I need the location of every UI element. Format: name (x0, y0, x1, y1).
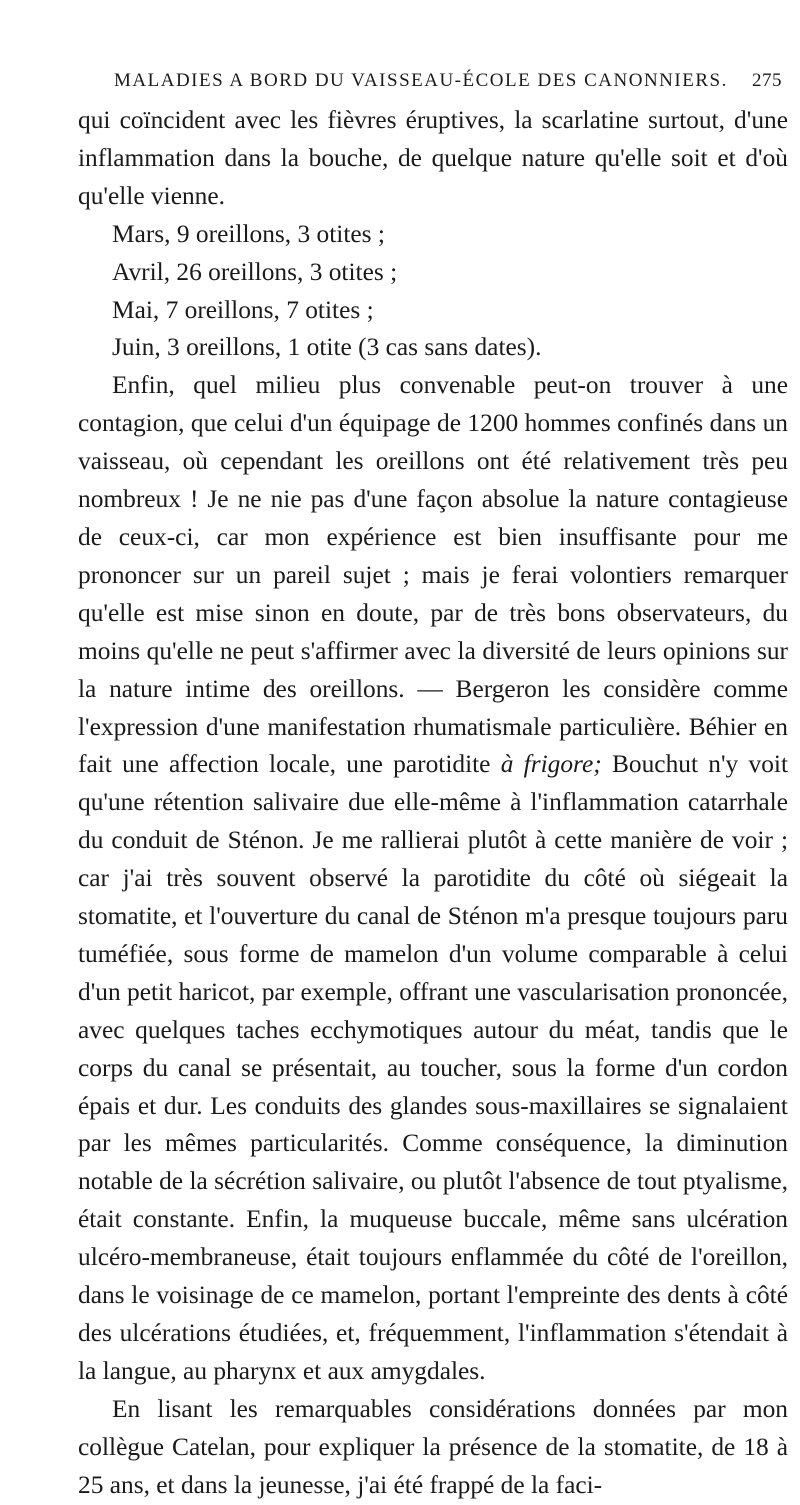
paragraph-2 (78, 367, 788, 1390)
body-text (78, 102, 788, 1505)
running-head (78, 68, 788, 102)
list-item-avril: Avril, 26 oreillons, 3 otites ; (112, 257, 398, 286)
paragraph-1: qui coïncident avec les fièvres éruptives, la scarlatine surtout, d'une inflammation dans la bouche, de quelque nature qu'elle soit et d'où qu'elle vienne. (78, 106, 788, 210)
list-item-mai: Mai, 7 oreillons, 7 otites ; (112, 295, 374, 324)
running-title: MALADIES A BORD DU VAISSEAU-ÉCOLE DES CANONNIERS. (114, 70, 728, 91)
paragraph-3: En lisant les remarquables considérations données par mon collègue Catelan, pour expliquer la présence de la stomatite, de 18 à 25 ans, et dans la jeunesse, j'ai été frappé de la faci- (78, 1394, 788, 1499)
paragraph-2-part-1: Enfin, quel milieu plus convenable peut-on trouver à une contagion, que celui d'un équipage de 1200 hommes confinés dans un vaisseau, où cependant les oreillons ont été relativement très peu nombreux ! Je ne nie pas d'une façon absolue la nature contagieuse de ceux-ci, car mon expérience est bien insuffisante pour me prononcer sur un pareil sujet ; mais je ferai volontiers remarquer qu'elle est mise sinon en doute, par de très bons observateurs, du moins qu'elle ne peut s'affirmer avec la diversité de leurs opinions sur la nature intime des oreillons. — Bergeron les considère comme l'expression d'une manifestation rhumatismale particulière. Béhier en fait une affection locale, une parotidite (78, 371, 788, 779)
list-item-juin: Juin, 3 oreillons, 1 otite (3 cas sans dates). (112, 333, 542, 362)
italic-phrase: à frigore; (500, 750, 602, 779)
list-item-mars: Mars, 9 oreillons, 3 otites ; (112, 219, 385, 248)
page (78, 68, 788, 1505)
page-number: 275 (752, 70, 782, 91)
paragraph-2-part-2: Bouchut n'y voit qu'une rétention salivaire due elle-même à l'inflammation catarrhale du conduit de Sténon. Je me rallierai plutôt à cette manière de voir ; car j'ai très souvent observé la parotidite du côté où siégeait la stomatite, et l'ouverture du canal de Sténon m'a presque toujours paru tuméfiée, sous forme de mamelon d'un volume comparable à celui d'un petit haricot, par exemple, offrant une vascularisation prononcée, avec quelques taches ecchymotiques autour du méat, tandis que le corps du canal se présentait, au toucher, sous la forme d'un cordon épais et dur. Les conduits des glandes sous-maxillaires se signalaient par les mêmes particularités. Comme conséquence, la diminution notable de la sécrétion salivaire, ou plutôt l'absence de tout ptyalisme, était constante. Enfin, la muqueuse buccale, même sans ulcération ulcéro-membraneuse, était toujours enflammée du côté de l'oreillon, dans le voisinage de ce mamelon, portant l'empreinte des dents à côté des ulcérations étudiées, et, fréquemment, l'inflammation s'étendait à la langue, au pharynx et aux amygdales. (78, 750, 788, 1385)
